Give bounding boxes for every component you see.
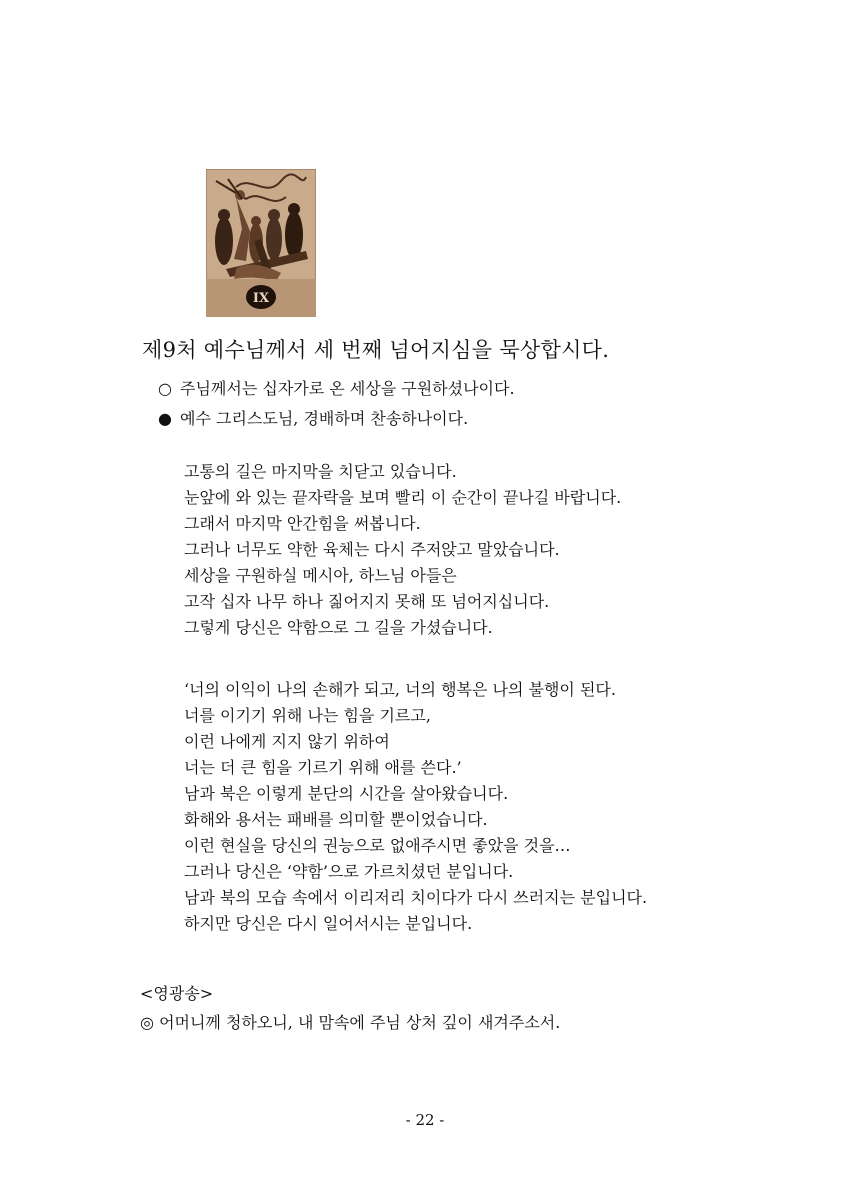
- meditation-line: 이런 나에게 지지 않기 위하여: [184, 732, 390, 751]
- meditation-line: 고통의 길은 마지막을 치닫고 있습니다.: [184, 462, 457, 481]
- open-circle-icon: ○: [158, 379, 172, 398]
- versicle: [158, 376, 515, 399]
- meditation-line: 남과 북의 모습 속에서 이리저리 치이다가 다시 쓰러지는 분입니다.: [184, 888, 648, 907]
- meditation-line: 세상을 구원하실 메시아, 하느님 아들은: [184, 566, 457, 585]
- double-circle-icon: ◎: [140, 1013, 154, 1032]
- filled-circle-icon: ●: [158, 409, 172, 428]
- meditation-line: 너는 더 큰 힘을 기르기 위해 애를 쓴다.’: [184, 758, 462, 777]
- response: [158, 406, 468, 429]
- meditation-line: 그러나 당신은 ‘약함’으로 가르치셨던 분입니다.: [184, 862, 514, 881]
- doxology-label: <영광송>: [140, 984, 214, 1003]
- meditation-paragraph-2: [184, 677, 647, 937]
- meditation-paragraph-1: [184, 459, 621, 641]
- meditation-line: 그러나 너무도 약한 육체는 다시 주저앉고 말았습니다.: [184, 540, 560, 559]
- meditation-line: ‘너의 이익이 나의 손해가 되고, 너의 행복은 나의 불행이 된다.: [184, 680, 616, 699]
- versicle-text: 주님께서는 십자가로 온 세상을 구원하셨나이다.: [180, 379, 515, 398]
- meditation-line: 그래서 마지막 안간힘을 써봅니다.: [184, 514, 421, 533]
- meditation-line: 눈앞에 와 있는 끝자락을 보며 빨리 이 순간이 끝나길 바랍니다.: [184, 488, 622, 507]
- doxology-text: 어머니께 청하오니, 내 맘속에 주님 상처 깊이 새겨주소서.: [159, 1013, 561, 1032]
- meditation-line: 고작 십자 나무 하나 짊어지지 못해 또 넘어지십니다.: [184, 592, 550, 611]
- page-number: - 22 -: [405, 1111, 445, 1129]
- meditation-line: 화해와 용서는 패배를 의미할 뿐이었습니다.: [184, 810, 488, 829]
- meditation-line: 남과 북은 이렇게 분단의 시간을 살아왔습니다.: [184, 784, 509, 803]
- station-ix-illustration: [206, 169, 316, 317]
- meditation-line: 하지만 당신은 다시 일어서시는 분입니다.: [184, 914, 473, 933]
- station-numeral: IX: [252, 291, 270, 306]
- station-title: 제9처 예수님께서 세 번째 넘어지심을 묵상합시다.: [142, 338, 610, 362]
- meditation-line: 너를 이기기 위해 나는 힘을 기르고,: [184, 706, 431, 725]
- response-text: 예수 그리스도님, 경배하며 찬송하나이다.: [180, 409, 469, 428]
- meditation-line: 이런 현실을 당신의 권능으로 없애주시면 좋았을 것을…: [184, 836, 571, 855]
- doxology-line: [140, 1010, 560, 1033]
- meditation-line: 그렇게 당신은 약함으로 그 길을 가셨습니다.: [184, 618, 493, 637]
